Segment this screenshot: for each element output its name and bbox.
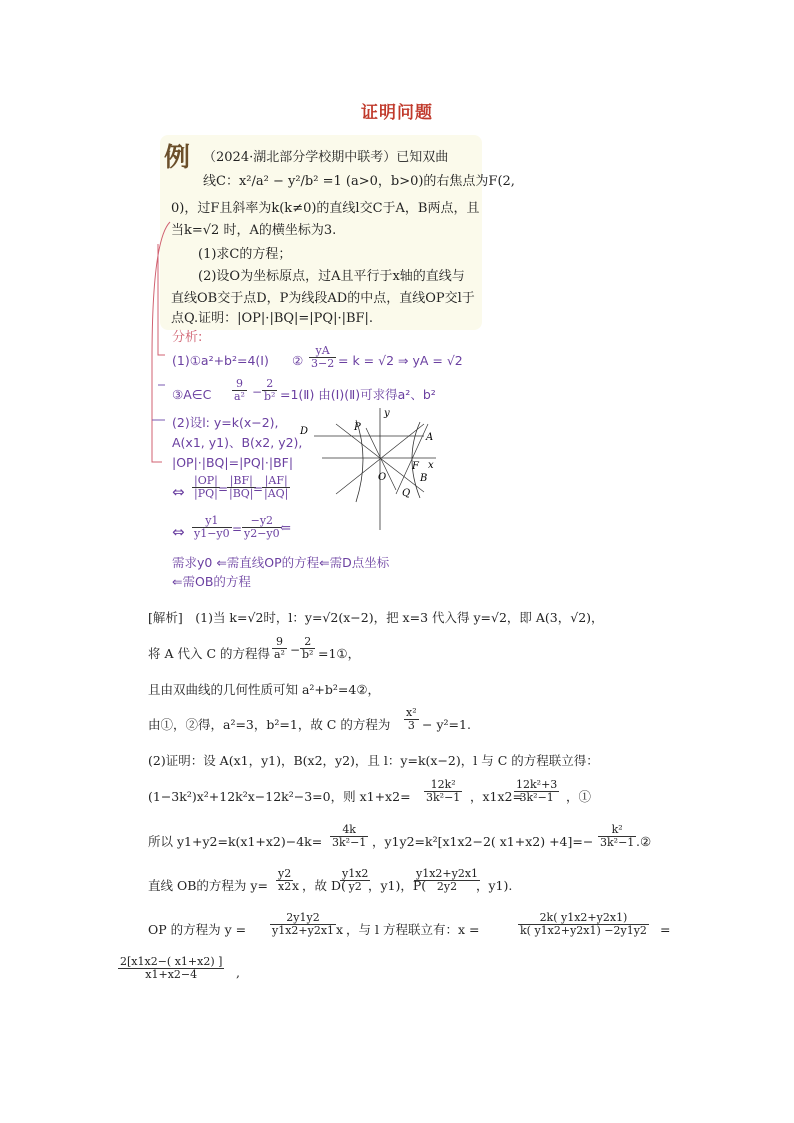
solution-sum-fraction: $\frac{\text{12k²}}{\text{3k²−1}}$ — [426, 778, 461, 804]
solution-p-fraction: $\frac{y1x2+y2x1}{2y2}$ — [416, 867, 479, 893]
analysis-slope-fraction: $\frac{yA}{3-2}$ — [311, 344, 335, 370]
solution-line6b: ，x1x2= — [470, 789, 523, 804]
solution-ob-fraction: $\frac{y2}{x2}$ — [278, 867, 292, 893]
solution-line7b: ，y1y2=k²[x1x2−2( x1+x2) +4]=− — [372, 834, 594, 849]
solution-nine-fraction: $\frac{9}{\text{a²}}$ — [274, 635, 285, 661]
label-b: B — [420, 473, 428, 484]
analysis-eq1: = — [218, 482, 229, 496]
solution-op-x: x — [336, 922, 344, 937]
solution-line6c: ，① — [566, 789, 592, 804]
example-badge: 例 — [164, 143, 191, 173]
analysis-line9: ⇐需OB的方程 — [172, 574, 251, 589]
example-line3: 0)，过F且斜率为k(k≠0)的直线l交C于A，B两点，且 — [171, 201, 480, 216]
analysis-line6: ⇔ — [172, 483, 185, 501]
analysis-line8: 需求y0 ⇐需直线OP的方程⇐需D点坐标 — [172, 555, 390, 570]
right-branch — [412, 422, 420, 498]
analysis-line1a: (1)①a²+b²=4(Ⅰ) — [172, 353, 269, 368]
analysis-nine-fraction: $\frac{9}{\text{a²}}$ — [234, 377, 245, 403]
solution-line8a: 直线 OB的方程为 y= — [148, 878, 268, 893]
analysis-two-fraction: $\frac{2}{\text{b²}}$ — [264, 377, 276, 403]
solution-op-fraction: $\frac{2y1y2}{y1x2+y2x1}$ — [272, 911, 335, 937]
example-line1: （2024·湖北部分学校期中联考）已知双曲 — [203, 150, 449, 165]
solution-4k-fraction: $\frac{4k}{\text{3k²−1}}$ — [332, 823, 367, 849]
label-a: A — [426, 432, 434, 443]
label-x: x — [428, 460, 434, 471]
analysis-line7: ⇔ — [172, 523, 185, 541]
solution-product-fraction: $\frac{\text{12k²+3}}{\text{3k²−1}}$ — [516, 778, 558, 804]
label-o: O — [378, 472, 387, 483]
analysis-line4: A(x1, y1)、B(x2, y2), — [172, 435, 303, 450]
solution-line6a: (1−3k²)x²+12k²x−12k²−3=0，则 x1+x2= — [148, 789, 411, 804]
example-q2c: 点Q.证明：|OP|·|BQ|=|PQ|·|BF|. — [171, 311, 374, 326]
solution-minus: − — [290, 643, 301, 657]
label-q: Q — [402, 488, 411, 499]
solution-line10: , — [236, 965, 240, 980]
solution-line5: (2)证明：设 A(x1，y1)，B(x2，y2)，且 l：y=k(x−2)，l 与 C 的方程联立得： — [148, 753, 599, 768]
analysis-op-fraction: $\frac{|OP|}{|PQ|}$ — [194, 474, 218, 500]
solution-line1: [解析] (1)当 k=√2时，l：y=√2(x−2)，把 x=3 代入得 y=√2，即 A(3，√2)， — [148, 610, 604, 625]
analysis-eq3: = — [232, 522, 243, 536]
solution-line2b: =1①， — [318, 646, 361, 661]
solution-line2a: 将 A 代入 C 的方程得 — [148, 646, 270, 661]
analysis-line1c: = k = √2 ⇒ yA = √2 — [338, 353, 463, 368]
analysis-bf-fraction: $\frac{|BF|}{|BQ|}$ — [229, 474, 254, 500]
solution-line9b: ，与 l 方程联立有：x = — [346, 922, 480, 937]
analysis-line3: (2)设l: y=k(x−2), — [172, 415, 279, 430]
label-y: y — [384, 408, 390, 419]
example-line2: 线C：x²/a² − y²/b² =1 (a>0，b>0)的右焦点为F(2, — [203, 174, 515, 189]
solution-line7c: .② — [636, 834, 652, 849]
solution-line8c: ，y1)，P( — [368, 878, 427, 893]
solution-two-fraction: $\frac{2}{\text{b²}}$ — [302, 635, 314, 661]
solution-k2-fraction: $\frac{\text{k²}}{\text{3k²−1}}$ — [600, 823, 635, 849]
solution-line3: 且由双曲线的几何性质可知 a²+b²=4②， — [148, 682, 381, 697]
solution-line4a: 由①，②得，a²=3，b²=1，故 C 的方程为 — [148, 717, 391, 732]
solution-ob-x: x — [292, 878, 300, 893]
label-d: D — [300, 426, 309, 437]
analysis-arrow: ⇐ — [280, 521, 291, 536]
analysis-eq2: = — [253, 482, 264, 496]
solution-line9a: OP 的方程为 y = — [148, 922, 247, 937]
label-p: P — [354, 422, 361, 433]
example-q2a: (2)设O为坐标原点，过A且平行于x轴的直线与 — [198, 269, 465, 284]
analysis-line5: |OP|·|BQ|=|PQ|·|BF| — [172, 455, 294, 470]
example-q1: (1)求C的方程； — [198, 247, 292, 262]
solution-x2-fraction: $\frac{\text{x²}}{3}$ — [406, 706, 417, 732]
page-title: 证明问题 — [361, 103, 433, 123]
solution-line8b: ，故 D( — [302, 878, 346, 893]
analysis-line1b: ② — [292, 353, 304, 368]
example-q2b: 直线OB交于点D，P为线段AD的中点，直线OP交l于 — [171, 291, 475, 306]
solution-line7a: 所以 y1+y2=k(x1+x2)−4k= — [148, 834, 323, 849]
analysis-line2b: =1(Ⅱ) 由(Ⅰ)(Ⅱ)可求得a²、b² — [280, 387, 436, 402]
solution-final-fraction: $\frac{2[x1x2-( x1+x2) ]}{x1+x2-4}$ — [120, 955, 223, 981]
analysis-minus: − — [252, 385, 263, 399]
solution-d-fraction: $\frac{y1x2}{y2}$ — [342, 867, 369, 893]
example-line4: 当k=√2 时，A的横坐标为3. — [171, 223, 337, 238]
analysis-af-fraction: $\frac{|AF|}{|AQ|}$ — [264, 474, 289, 500]
analysis-line2a: ③A∈C — [172, 387, 212, 402]
solution-line8d: ，y1). — [476, 878, 513, 893]
hyperbola-graph — [296, 402, 446, 534]
label-f: F — [412, 461, 419, 472]
solution-line9c: = — [660, 922, 671, 937]
solution-intersect-fraction: $\frac{2k( y1x2+y2x1)}{k( y1x2+y2x1) -2y1y2}$ — [520, 911, 647, 937]
analysis-title: 分析: — [172, 330, 203, 345]
analysis-y1-fraction: $\frac{y1}{y1-y0}$ — [194, 514, 230, 540]
analysis-y2-fraction: $\frac{-y2}{y2-y0}$ — [244, 514, 280, 540]
solution-line4b: − y²=1. — [422, 717, 471, 732]
